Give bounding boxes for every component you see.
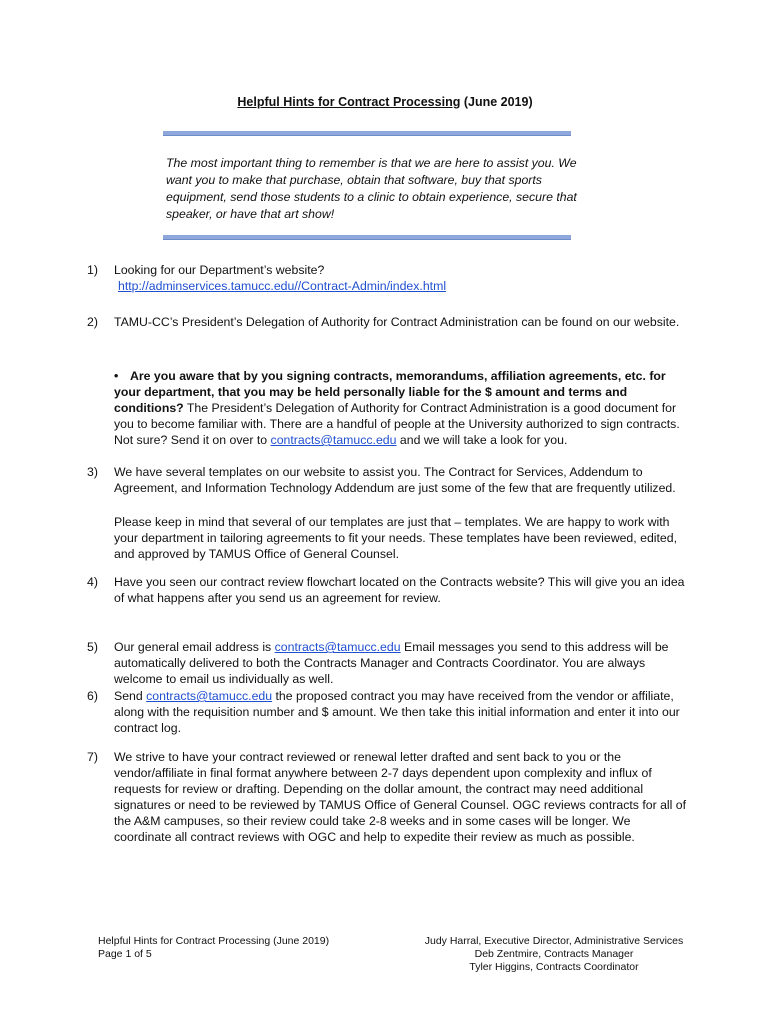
item-number: 3) (87, 465, 98, 479)
item-6-post: the proposed contract you may have received from the vendor or affiliate, along with the requisition number and $ amount. We then take this initial information and enter it into our contract log. (114, 689, 680, 735)
item-4-text: Have you seen our contract review flowchart located on the Contracts website? This will give you an idea of what happens after you send us an agreement for review. (114, 575, 685, 605)
contracts-email-link[interactable]: contracts@tamucc.edu (274, 640, 401, 654)
contracts-email-link[interactable]: contracts@tamucc.edu (270, 433, 397, 447)
item-5-pre: Our general email address is (114, 640, 272, 654)
item-3-text: We have several templates on our website to assist you. The Contract for Services, Addendum to Agreement, and Information Technology Addendum are just some of the few that are frequently utilized. (114, 465, 676, 495)
title-main: Helpful Hints for Contract Processing (237, 95, 461, 109)
item-7 (87, 749, 687, 845)
bullet-bold-text: Are you aware that by you signing contracts, memorandums, affiliation agreements, etc. for your department, that you may be held personally liable for the $ amount and terms and conditions? (114, 369, 666, 415)
contracts-email-link[interactable]: contracts@tamucc.edu (146, 689, 273, 703)
item-number: 1) (87, 263, 98, 277)
footer-contact-1: Judy Harral, Executive Director, Administrative Services (424, 935, 684, 947)
top-rule (163, 131, 571, 136)
bullet-paragraph (114, 368, 692, 448)
item-5 (87, 639, 687, 687)
item-number: 4) (87, 575, 98, 589)
website-link[interactable]: http://adminservices.tamucc.edu//Contract-Admin/index.html (118, 279, 447, 293)
page-title (0, 95, 770, 109)
item-3 (87, 464, 687, 496)
item-number: 5) (87, 640, 98, 654)
footer-page-number: Page 1 of 5 (98, 948, 152, 960)
bullet-icon: • (114, 369, 119, 383)
footer-contact-2: Deb Zentmire, Contracts Manager (474, 948, 634, 960)
bullet-text-2: and we will take a look for you. (399, 433, 568, 447)
item-number: 2) (87, 315, 98, 329)
footer-contact-3: Tyler Higgins, Contracts Coordinator (469, 961, 639, 973)
item-5-post: Email messages you send to this address will be automatically delivered to both the Contracts Manager and Contracts Coordinator. You are always welcome to email us individually as well. (114, 640, 669, 686)
item-1-text: Looking for our Department’s website? (114, 263, 325, 277)
item-4 (87, 574, 687, 606)
item-2-text: TAMU-CC’s President’s Delegation of Authority for Contract Administration can be found on our website. (114, 315, 680, 329)
item-3-note: Please keep in mind that several of our templates are just that – templates. We are happy to work with your department in tailoring agreements to fit your needs. These templates have been reviewed, edited, and approved by TAMUS Office of General Counsel. (114, 515, 678, 561)
item-number: 6) (87, 689, 98, 703)
item-2 (87, 314, 687, 330)
item-1 (87, 262, 687, 294)
footer-left (98, 935, 329, 961)
item-6-pre: Send (114, 689, 143, 703)
footer-right (420, 935, 688, 974)
footer-doc-title: Helpful Hints for Contract Processing (June 2019) (98, 935, 330, 947)
title-date: (June 2019) (463, 95, 533, 109)
item-7-text: We strive to have your contract reviewed or renewal letter drafted and sent back to you or the vendor/affiliate in final format anywhere between 2-7 days dependent upon complexity and influx of requests for review or drafting. Depending on the dollar amount, the contract may need additional signatures or need to be reviewed by TAMUS Office of General Counsel. OGC reviews contracts for all of the A&M campuses, so their review could take 2-8 weeks and in some cases will be longer. We coordinate all contract reviews with OGC and help to expedite their review as much as possible. (114, 750, 687, 844)
item-6 (87, 688, 687, 736)
bullet-text: The President’s Delegation of Authority for Contract Administration is a good document for you to become familiar with. There are a handful of people at the University authorized to sign contracts. Not sure? Send it on over to (114, 401, 680, 447)
item-number: 7) (87, 750, 98, 764)
bottom-rule (163, 235, 571, 240)
intro-text: The most important thing to remember is that we are here to assist you. We want you to make that purchase, obtain that software, buy that sports equipment, send those students to a clinic to obtain experience, secure that speaker, or have that art show! (166, 156, 577, 221)
